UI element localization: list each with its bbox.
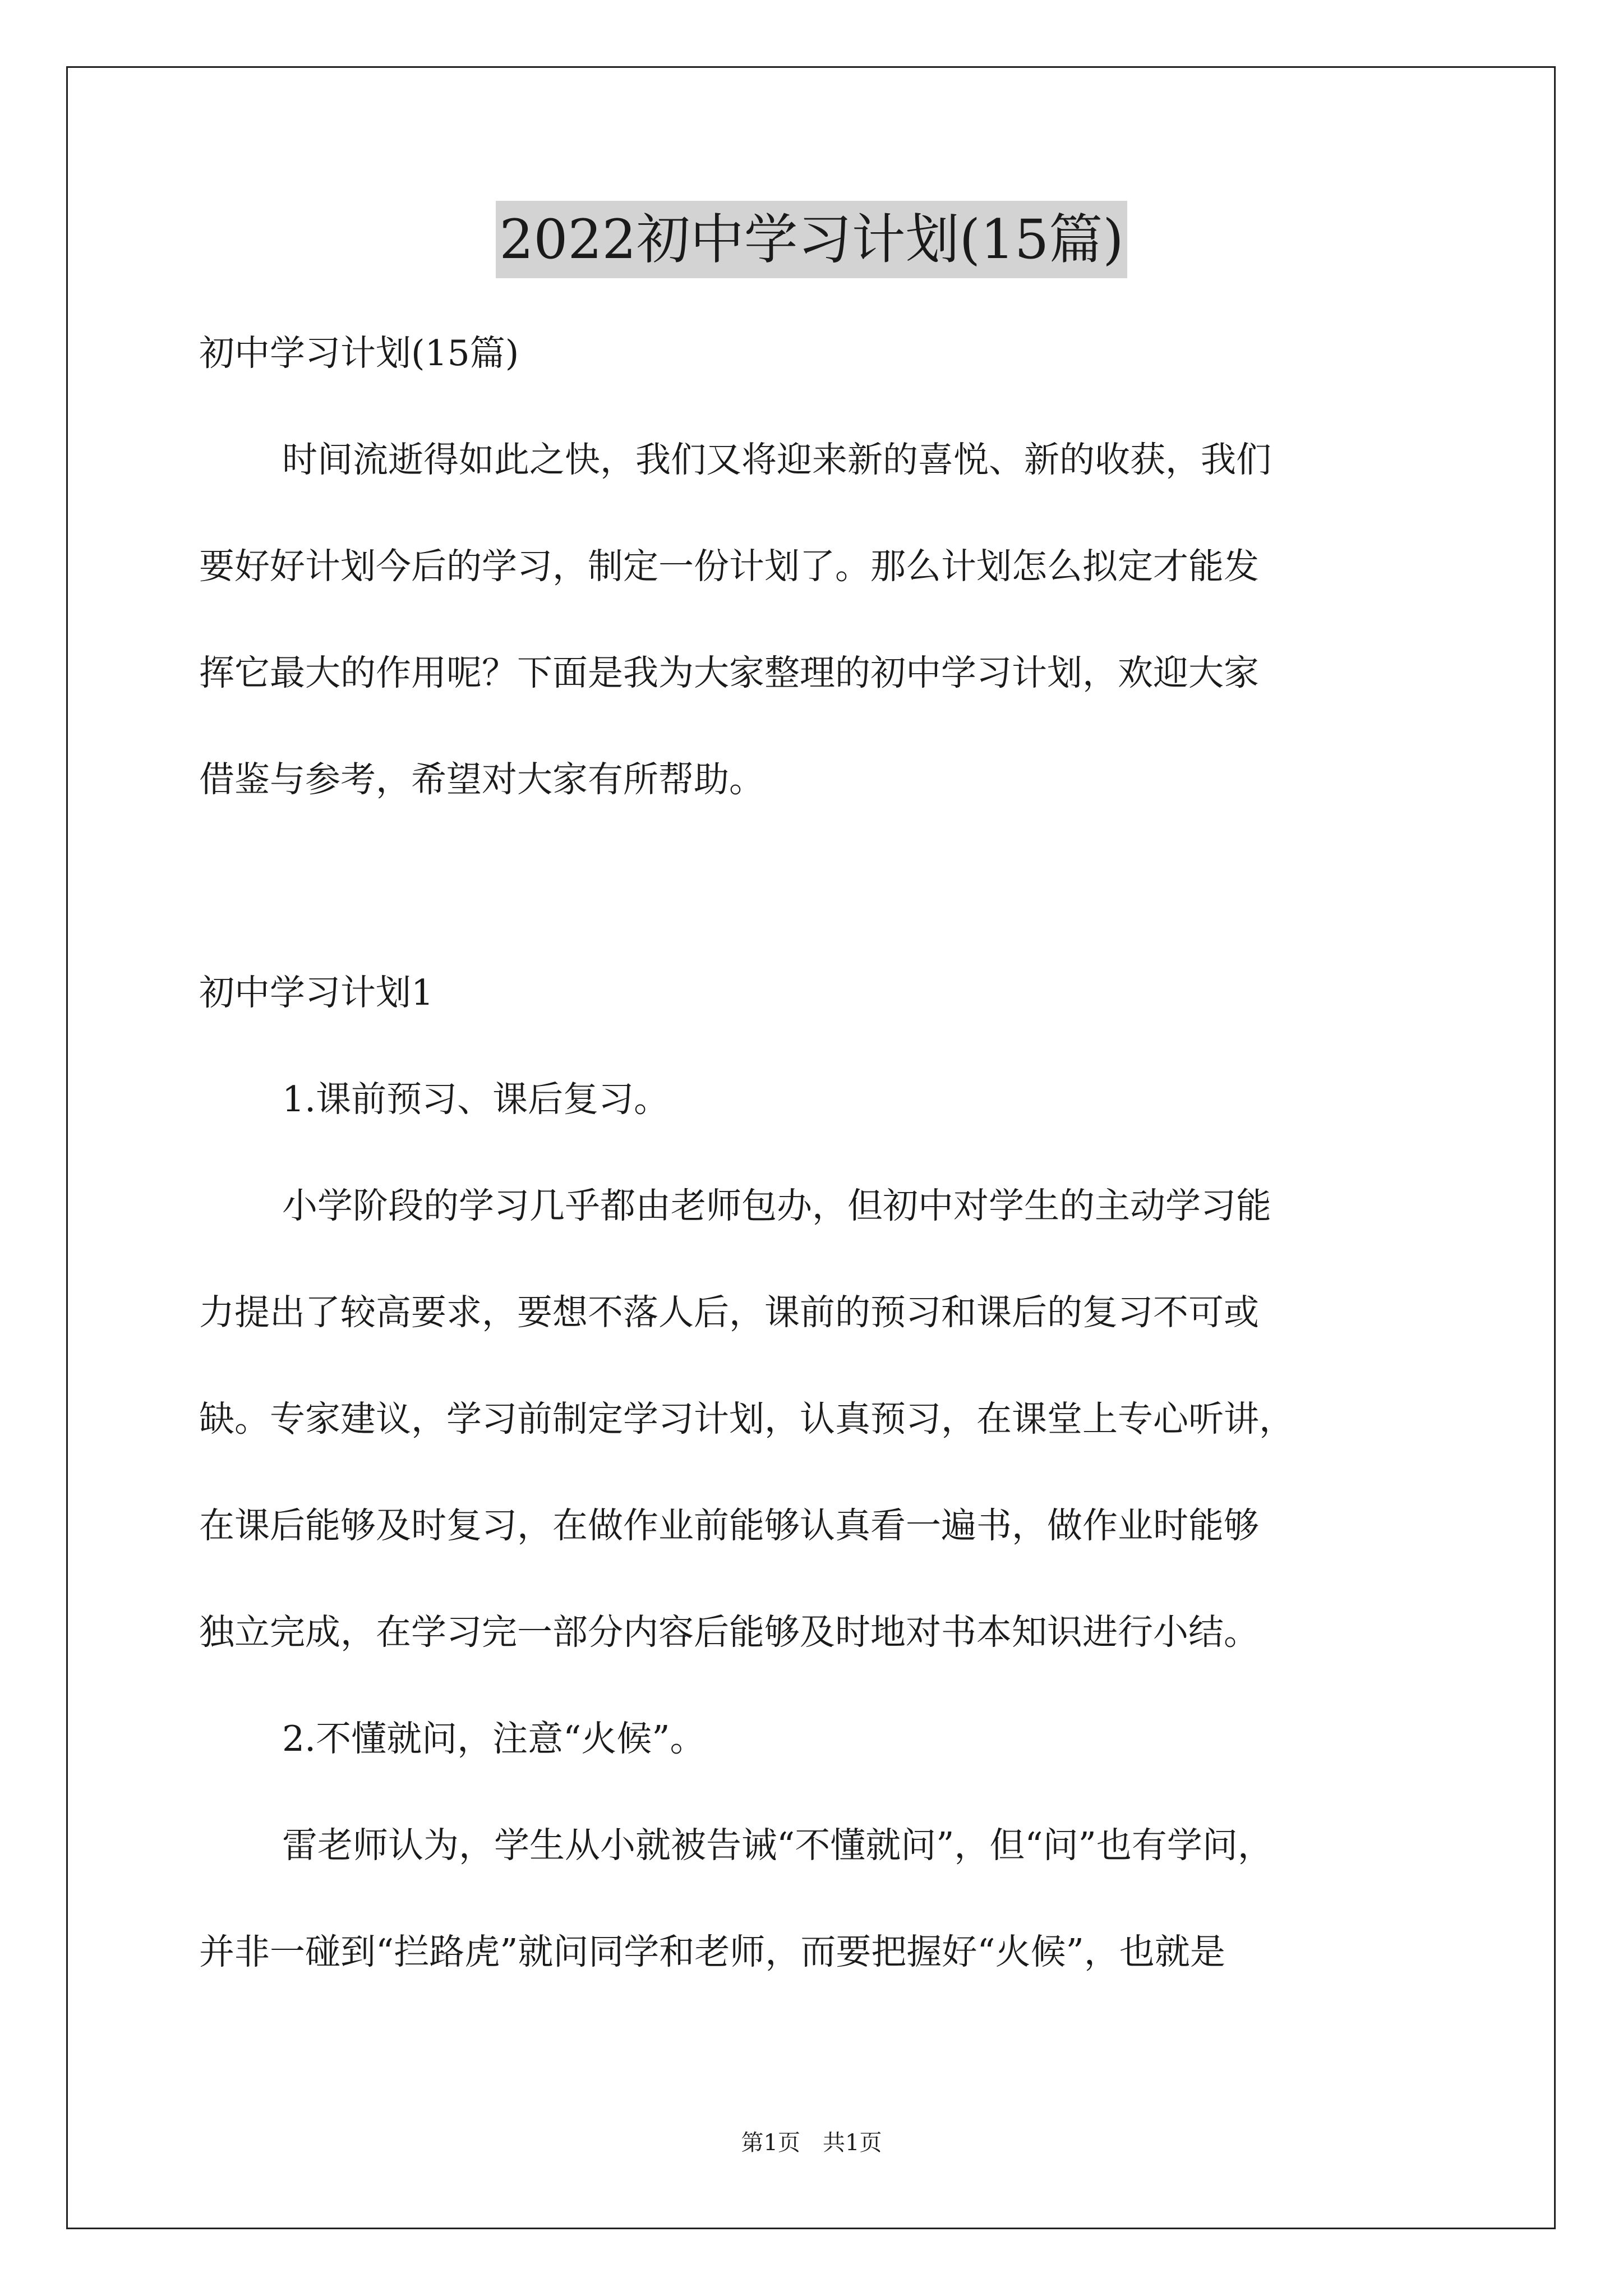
paragraph-line: 借鉴与参考，希望对大家有所帮助。 (199, 759, 764, 800)
paragraph-line: 缺。专家建议，学习前制定学习计划，认真预习，在课堂上专心听讲， (199, 1398, 1294, 1439)
paragraph-line: 挥它最大的作用呢？下面是我为大家整理的初中学习计划，欢迎大家 (199, 652, 1259, 693)
paragraph-line: 时间流逝得如此之快，我们又将迎来新的喜悦、新的收获，我们 (282, 439, 1271, 480)
section-heading-intro: 初中学习计划(15篇) (199, 333, 519, 374)
paragraph-line: 雷老师认为，学生从小就被告诫“不懂就问”，但“问”也有学问， (282, 1825, 1273, 1866)
paragraph-line: 在课后能够及时复习，在做作业前能够认真看一遍书，做作业时能够 (199, 1505, 1259, 1546)
numbered-point: 2.不懂就问，注意“火候”。 (282, 1718, 706, 1759)
paragraph-line: 力提出了较高要求，要想不落人后，课前的预习和课后的复习不可或 (199, 1292, 1259, 1333)
paragraph-line: 小学阶段的学习几乎都由老师包办，但初中对学生的主动学习能 (282, 1185, 1271, 1226)
document-title-text: 2022初中学习计划(15篇) (496, 201, 1127, 278)
paragraph-line: 独立完成，在学习完一部分内容后能够及时地对书本知识进行小结。 (199, 1612, 1259, 1653)
page-number: 第1页 (741, 2130, 800, 2156)
page-total: 共1页 (823, 2130, 882, 2156)
document-title (0, 201, 1623, 278)
page-footer (0, 2129, 1623, 2157)
paragraph-line: 并非一碰到“拦路虎”就问同学和老师，而要把握好“火候”，也就是 (199, 1931, 1225, 1972)
numbered-point: 1.课前预习、课后复习。 (282, 1079, 670, 1120)
page-border (66, 66, 1556, 2229)
paragraph-line: 要好好计划今后的学习，制定一份计划了。那么计划怎么拟定才能发 (199, 546, 1259, 587)
section-heading-plan-1: 初中学习计划1 (199, 972, 434, 1013)
